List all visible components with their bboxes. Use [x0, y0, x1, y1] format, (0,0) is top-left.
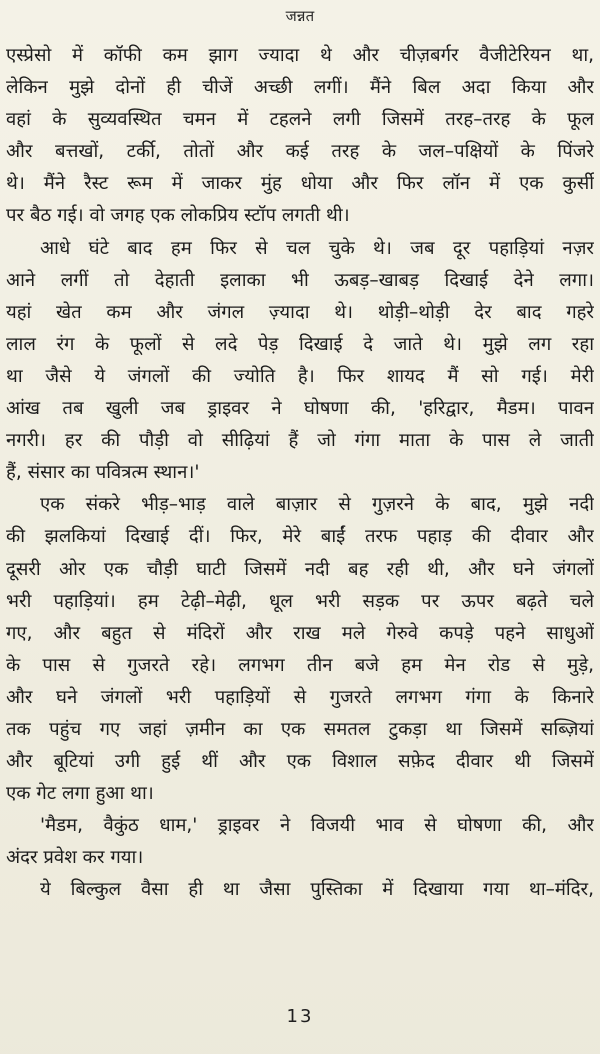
text-line: की झलकियां दिखाई दीं। फिर, मेरे बाईं तरफ पहाड़ की दीवार और [6, 526, 594, 548]
text-line: लाल रंग के फूलों से लदे पेड़ दिखाई दे जाते थे। मुझे लग रहा [6, 333, 594, 355]
text-line: दूसरी ओर एक चौड़ी घाटी जिसमें नदी बह रही थी, और घने जंगलों [6, 558, 594, 580]
text-line: और घने जंगलों भरी पहाड़ियों से गुजरते लगभग गंगा के किनारे [6, 686, 594, 708]
text-line: लेकिन मुझे दोनों ही चीजें अच्छी लगीं। मैंने बिल अदा किया और [6, 77, 594, 99]
page-body [6, 40, 594, 907]
text-line: पर बैठ गई। वो जगह एक लोकप्रिय स्टॉप लगती थी। [6, 205, 350, 227]
text-line: आधे घंटे बाद हम फिर से चल चुके थे। जब दूर पहाड़ियां नज़र [40, 237, 594, 259]
paragraph-4 [6, 810, 594, 874]
text-line: एक संकरे भीड़–भाड़ वाले बाज़ार से गुज़रने के बाद, मुझे नदी [40, 494, 594, 516]
text-line: के पास से गुजरते रहे। लगभग तीन बजे हम मेन रोड से मुड़े, [6, 654, 594, 676]
text-line: 'मैडम, वैकुंठ धाम,' ड्राइवर ने विजयी भाव से घोषणा की, और [40, 815, 594, 837]
text-line: थे। मैंने रैस्ट रूम में जाकर मुंह धोया और फिर लॉन में एक कुर्सी [6, 173, 594, 195]
text-line: गए, और बहुत से मंदिरों और राख मले गेरुवे कपड़े पहने साधुओं [6, 622, 594, 644]
paragraph-5 [6, 874, 594, 906]
text-line: तक पहुंच गए जहां ज़मीन का एक समतल टुकड़ा था जिसमें सब्ज़ियां [6, 718, 594, 740]
text-line: भरी पहाड़ियां। हम टेढ़ी–मेढ़ी, धूल भरी सड़क पर ऊपर बढ़ते चले [6, 590, 594, 612]
text-line: ये बिल्कुल वैसा ही था जैसा पुस्तिका में दिखाया गया था–मंदिर, [40, 879, 594, 901]
paragraph-2 [6, 233, 594, 490]
text-line: आंख तब खुली जब ड्राइवर ने घोषणा की, 'हरिद्वार, मैडम। पावन [6, 398, 594, 420]
text-line: आने लगीं तो देहाती इलाका भी ऊबड़–खाबड़ दिखाई देने लगा। [6, 269, 594, 291]
text-line: यहां खेत कम और जंगल ज़्यादा थे। थोड़ी–थोड़ी देर बाद गहरे [6, 301, 594, 323]
text-line: और बूटियां उगी हुई थीं और एक विशाल सफ़ेद दीवार थी जिसमें [6, 751, 594, 773]
running-head: जन्नत [285, 7, 315, 25]
paragraph-1 [6, 40, 594, 233]
page-number: 13 [286, 1006, 314, 1027]
paragraph-3 [6, 489, 594, 810]
text-line: एस्प्रेसो में कॉफी कम झाग ज्यादा थे और चीज़बर्गर वैजीटेरियन था, [6, 45, 594, 66]
text-line: एक गेट लगा हुआ था। [6, 783, 154, 805]
text-line: और बत्तखों, टर्की, तोतों और कई तरह के जल–पक्षियों के पिंजरे [6, 141, 594, 163]
text-line: अंदर प्रवेश कर गया। [6, 847, 144, 869]
text-line: था जैसे ये जंगलों की ज्योति है। फिर शायद मैं सो गई। मेरी [6, 365, 594, 387]
text-line: हैं, संसार का पवित्रत्म स्थान।' [6, 462, 200, 484]
text-line: वहां के सुव्यवस्थित चमन में टहलने लगी जिसमें तरह–तरह के फूल [6, 109, 594, 131]
text-line: नगरी। हर की पौड़ी वो सीढ़ियां हैं जो गंगा माता के पास ले जाती [6, 430, 594, 452]
